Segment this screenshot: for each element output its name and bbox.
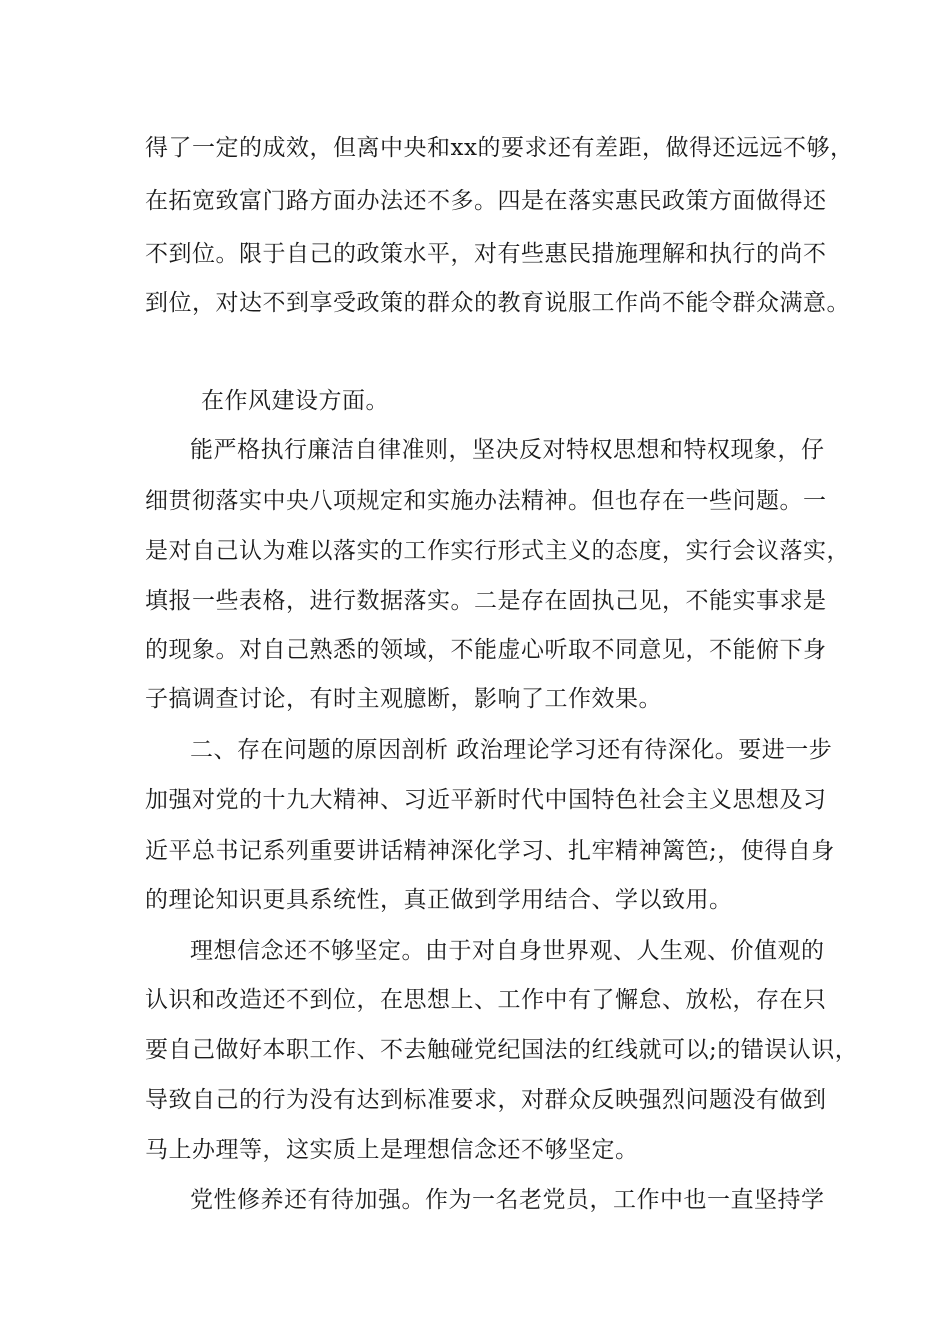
- text-line: 细贯彻落实中央八项规定和实施办法精神。但也存在一些问题。一: [145, 488, 827, 514]
- text-line: 认识和改造还不到位，在思想上、工作中有了懈怠、放松，存在只: [145, 987, 827, 1013]
- section-heading: 在作风建设方面。: [201, 388, 389, 414]
- text-line: 马上办理等，这实质上是理想信念还不够坚定。: [145, 1137, 639, 1163]
- text-line: 导致自己的行为没有达到标准要求，对群众反映强烈问题没有做到: [145, 1087, 827, 1113]
- text-line: 到位，对达不到享受政策的群众的教育说服工作尚不能令群众满意。: [145, 290, 850, 316]
- text-line: 子搞调查讨论，有时主观臆断，影响了工作效果。: [145, 686, 662, 712]
- text-line: 能严格执行廉洁自律准则，坚决反对特权思想和特权现象，仔: [190, 437, 825, 463]
- text-line: 要自己做好本职工作、不去触碰党纪国法的红线就可以;的错误认识，: [145, 1037, 859, 1063]
- text-line: 二、存在问题的原因剖析 政治理论学习还有待深化。要进一步: [190, 737, 833, 763]
- text-line: 的理论知识更具系统性，真正做到学用结合、学以致用。: [145, 887, 733, 913]
- text-line: 不到位。限于自己的政策水平，对有些惠民措施理解和执行的尚不: [145, 241, 827, 267]
- text-line: 在拓宽致富门路方面办法还不多。四是在落实惠民政策方面做得还: [145, 188, 827, 214]
- text-line: 近平总书记系列重要讲话精神深化学习、扎牢精神篱笆;，使得自身: [145, 838, 835, 864]
- text-line: 是对自己认为难以落实的工作实行形式主义的态度，实行会议落实，: [145, 538, 850, 564]
- text-line: 的现象。对自己熟悉的领域，不能虚心听取不同意见，不能俯下身: [145, 637, 827, 663]
- text-line: 理想信念还不够坚定。由于对自身世界观、人生观、价值观的: [190, 938, 825, 964]
- text-line: 得了一定的成效，但离中央和xx的要求还有差距，做得还远远不够，: [145, 135, 854, 161]
- text-line: 加强对党的十九大精神、习近平新时代中国特色社会主义思想及习: [145, 787, 827, 813]
- text-line: 填报一些表格，进行数据落实。二是存在固执己见，不能实事求是: [145, 588, 827, 614]
- text-line: 党性修养还有待加强。作为一名老党员，工作中也一直坚持学: [190, 1187, 825, 1213]
